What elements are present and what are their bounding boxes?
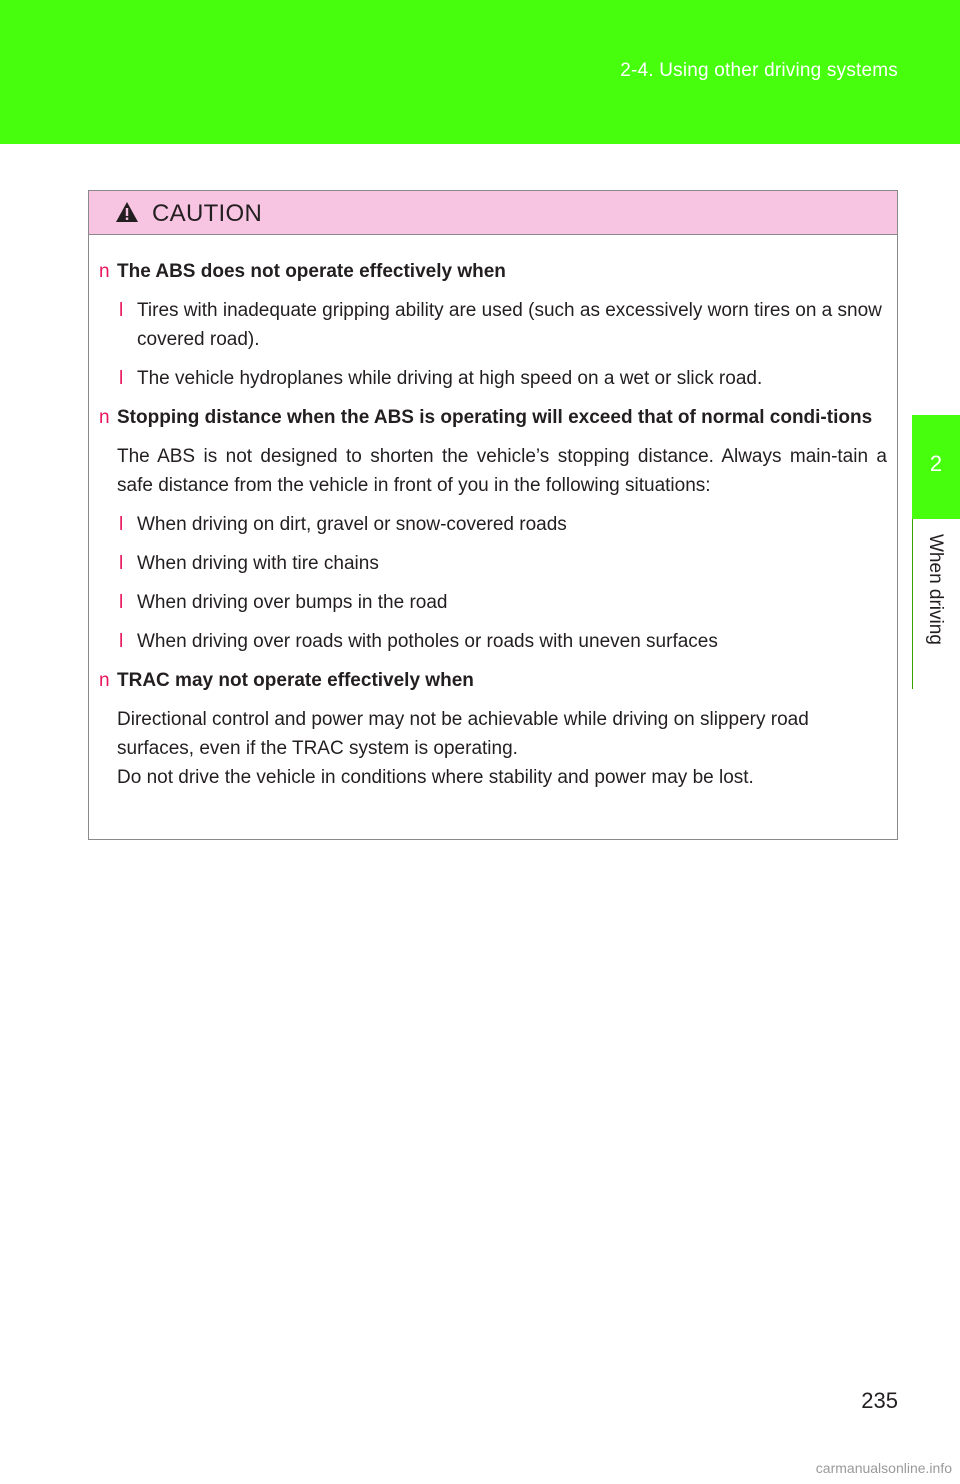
list-item-text: When driving over bumps in the road [137, 592, 448, 613]
list-item-text: When driving with tire chains [137, 553, 379, 574]
list-item-text: When driving on dirt, gravel or snow-covered roads [137, 514, 567, 535]
section-heading [99, 403, 887, 432]
caution-title: CAUTION [152, 200, 263, 227]
caution-body [89, 235, 897, 792]
chapter-number: 2 [929, 451, 943, 476]
paragraph: Do not drive the vehicle in conditions where stability and power may be lost. [117, 767, 754, 788]
bullet-marker: l [119, 368, 124, 389]
chapter-label: When driving [925, 534, 946, 645]
list-item [99, 627, 887, 656]
list-item [99, 549, 887, 578]
list-item [99, 364, 887, 393]
heading-text: Stopping distance when the ABS is operating will exceed that of normal condi-tions [117, 407, 873, 428]
header-band [0, 0, 960, 144]
bullet-marker: l [119, 631, 124, 652]
heading-text: TRAC may not operate effectively when [117, 670, 474, 691]
paragraph: Directional control and power may not be achievable while driving on slippery road surfaces, even if the TRAC system is operating. [117, 709, 809, 759]
caution-header [89, 191, 897, 235]
bullet-marker: l [119, 592, 124, 613]
chapter-tab [912, 415, 960, 519]
caution-box [88, 190, 898, 840]
bullet-marker: l [119, 553, 124, 574]
list-item-text: When driving over roads with potholes or roads with uneven surfaces [137, 631, 718, 652]
heading-marker: n [99, 407, 110, 428]
section-heading [99, 666, 887, 695]
section-heading [99, 257, 887, 286]
heading-marker: n [99, 670, 110, 691]
watermark: carmanualsonline.info [815, 1460, 952, 1476]
section-title: 2-4. Using other driving systems [620, 60, 898, 81]
list-item-text: The vehicle hydroplanes while driving at high speed on a wet or slick road. [137, 368, 763, 389]
list-item-text: Tires with inadequate gripping ability are used (such as excessively worn tires on a snow covered road). [137, 300, 882, 350]
bullet-marker: l [119, 300, 124, 321]
page-number: 235 [861, 1388, 898, 1413]
list-item [99, 296, 887, 354]
paragraph: The ABS is not designed to shorten the vehicle’s stopping distance. Always main-tain a safe distance from the vehicle in front of you in the following situations: [117, 446, 887, 496]
bullet-marker: l [119, 514, 124, 535]
heading-text: The ABS does not operate effectively when [117, 261, 506, 282]
heading-marker: n [99, 261, 110, 282]
list-item [99, 588, 887, 617]
warning-triangle-icon [115, 201, 139, 223]
list-item [99, 510, 887, 539]
chapter-divider [912, 519, 913, 689]
